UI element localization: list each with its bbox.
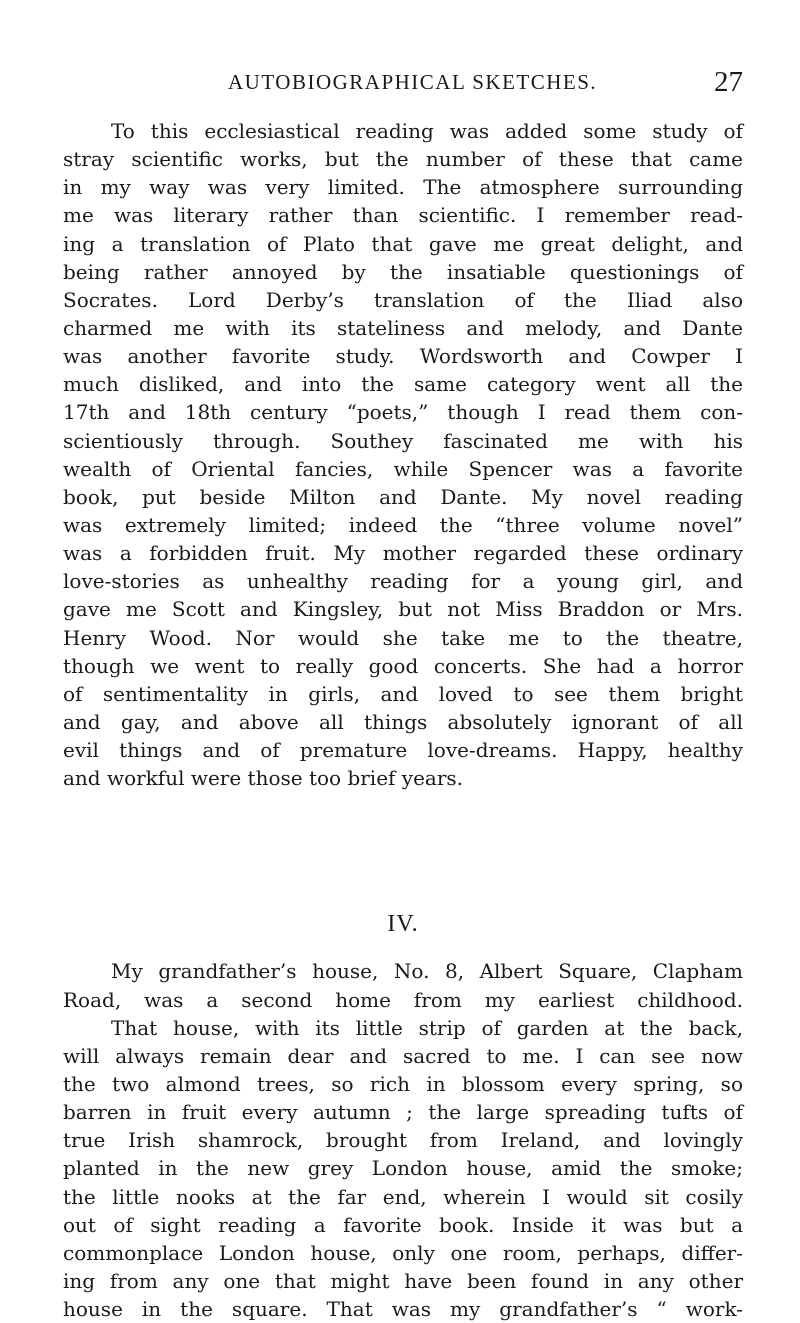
text-line: and workful were those too brief years.	[63, 766, 464, 791]
text-line: Socrates. Lord Derby’s translation of the Iliad also	[63, 287, 743, 312]
paragraph	[63, 117, 743, 792]
text-line: and gay, and above all things absolutely ignorant of all	[63, 709, 743, 734]
text-line: charmed me with its stateliness and melody, and Dante	[63, 315, 743, 340]
text-line: of sentimentality in girls, and loved to see them bright	[63, 681, 743, 706]
text-line: ing from any one that might have been found in any other	[63, 1268, 743, 1293]
text-line: was another favorite study. Wordsworth and Cowper I	[63, 344, 743, 369]
text-line: being rather annoyed by the insatiable questionings of	[63, 259, 743, 284]
text-line: though we went to really good concerts. She had a horror	[63, 653, 743, 678]
text-line: ing a translation of Plato that gave me great delight, and	[63, 231, 743, 256]
text-line: stray scientific works, but the number of these that came	[63, 147, 743, 172]
text-line: My grandfather’s house, No. 8, Albert Square, Clapham	[111, 959, 743, 984]
text-line: out of sight reading a favorite book. Inside it was but a	[63, 1212, 743, 1237]
text-line: house in the square. That was my grandfather’s “ work-	[63, 1297, 743, 1322]
text-line: was extremely limited; indeed the “three volume novel”	[63, 512, 743, 537]
text-line: To this ecclesiastical reading was added some study of	[111, 119, 743, 143]
running-head	[63, 66, 743, 104]
text-line: Henry Wood. Nor would she take me to the theatre,	[63, 625, 743, 650]
page-number: 27	[714, 66, 743, 98]
text-line: evil things and of premature love-dreams. Happy, healthy	[63, 738, 743, 763]
text-line: planted in the new grey London house, amid the smoke;	[63, 1156, 743, 1181]
text-line: scientiously through. Southey fascinated me with his	[63, 428, 743, 453]
text-line: book, put beside Milton and Dante. My novel reading	[63, 484, 743, 509]
text-line: much disliked, and into the same category went all the	[63, 372, 743, 397]
text-line: in my way was very limited. The atmosphere surrounding	[63, 175, 743, 200]
text-line: the two almond trees, so rich in blossom every spring, so	[63, 1071, 743, 1096]
text-line: commonplace London house, only one room, perhaps, differ-	[63, 1240, 743, 1265]
text-line: love-stories as unhealthy reading for a young girl, and	[63, 569, 743, 594]
text-line: was a forbidden fruit. My mother regarded these ordinary	[63, 541, 743, 566]
text-line: gave me Scott and Kingsley, but not Miss Braddon or Mrs.	[63, 597, 743, 622]
text-line: will always remain dear and sacred to me. I can see now	[63, 1043, 743, 1068]
text-line: wealth of Oriental fancies, while Spencer was a favorite	[63, 456, 743, 481]
text-line: barren in fruit every autumn ; the large spreading tufts of	[63, 1100, 743, 1125]
section-heading: IV.	[387, 911, 419, 938]
text-line: me was literary rather than scientific. I remember read-	[63, 203, 743, 228]
text-line: That house, with its little strip of garden at the back,	[111, 1015, 743, 1040]
text-line: Road, was a second home from my earliest childhood.	[63, 987, 743, 1012]
text-line: true Irish shamrock, brought from Ireland, and lovingly	[63, 1128, 743, 1153]
text-line: 17th and 18th century “poets,” though I read them con-	[63, 400, 743, 425]
book-page	[63, 66, 743, 1323]
paragraph	[63, 957, 743, 1323]
text-line: the little nooks at the far end, wherein I would sit cosily	[63, 1184, 743, 1209]
running-title: AUTOBIOGRAPHICAL SKETCHES.	[228, 70, 598, 94]
